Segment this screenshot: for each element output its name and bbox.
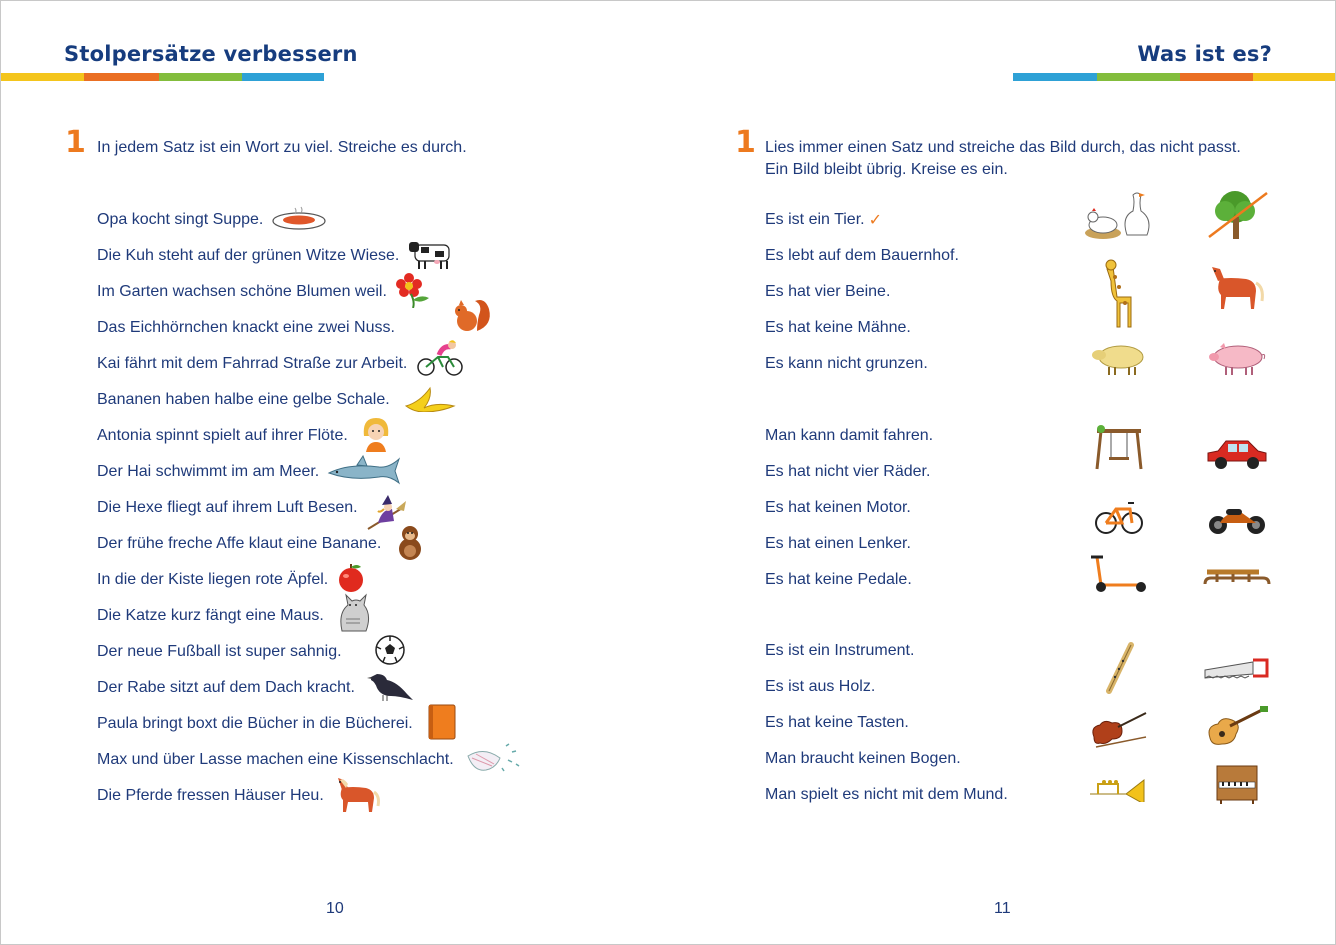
clue-line — [765, 244, 959, 268]
exercise-number: 1 — [65, 125, 86, 160]
sentence-text: Der Rabe sitzt auf dem Dach kracht. — [97, 679, 355, 696]
banana-peel-icon — [402, 384, 460, 417]
sentence-text: Bananen haben halbe eine gelbe Schale. — [97, 391, 390, 408]
clue-text: Es lebt auf dem Bauernhof. — [765, 247, 959, 264]
clue-text: Es hat keine Tasten. — [765, 714, 909, 731]
girl-icon — [360, 416, 392, 457]
cow-icon — [407, 237, 461, 276]
soccer-ball-icon — [374, 634, 406, 671]
clue-text: Es ist ein Tier. — [765, 211, 865, 228]
clue-line — [765, 675, 875, 699]
stripe-green — [1097, 73, 1180, 81]
checkmark-icon: ✓ — [868, 212, 882, 229]
stripe-yellow — [1, 73, 84, 81]
instruction-line: Lies immer einen Satz und streiche das Bild durch, das nicht passt. — [765, 139, 1241, 156]
sentence-text: Max und über Lasse machen eine Kissenschlacht. — [97, 751, 454, 768]
clue-text: Es kann nicht grunzen. — [765, 355, 928, 372]
sentence-line — [97, 747, 524, 773]
clue-text: Man spielt es nicht mit dem Mund. — [765, 786, 1008, 803]
clue-text: Es ist aus Holz. — [765, 678, 876, 695]
clue-text: Es hat keine Pedale. — [765, 571, 912, 588]
page-title: Was ist es? — [1137, 42, 1272, 66]
sled-icon[interactable] — [1201, 551, 1273, 607]
sentence-line — [97, 387, 460, 413]
clue-line — [765, 460, 930, 484]
squirrel-icon — [447, 295, 493, 340]
sentence-line — [97, 567, 366, 593]
sentence-line — [97, 675, 415, 701]
saw-icon[interactable] — [1201, 639, 1273, 695]
clue-line — [765, 747, 961, 771]
clue-line — [765, 568, 912, 592]
sentence-line — [97, 423, 392, 449]
page-number: 11 — [994, 900, 1011, 917]
sentence-text: Die Hexe fliegt auf ihrem Luft Besen. — [97, 499, 358, 516]
stripe-blue — [242, 73, 324, 81]
violin-icon[interactable] — [1083, 701, 1155, 757]
clue-text: Man kann damit fahren. — [765, 427, 934, 444]
motorcycle-icon[interactable] — [1201, 491, 1273, 547]
clue-text: Es hat vier Beine. — [765, 283, 891, 300]
sentence-line — [97, 351, 467, 377]
recorder-icon[interactable] — [1083, 641, 1155, 697]
sentence-text: Paula bringt boxt die Bücher in die Bücherei. — [97, 715, 413, 732]
clue-line — [765, 316, 911, 340]
sentence-text: Die Kuh steht auf der grünen Witze Wiese. — [97, 247, 400, 264]
clue-text: Es ist ein Instrument. — [765, 642, 915, 659]
car-icon[interactable] — [1201, 427, 1273, 483]
stripe-blue — [1013, 73, 1097, 81]
sentence-text: Das Eichhörnchen knackt eine zwei Nuss. — [97, 319, 395, 336]
stripe-yellow — [1253, 73, 1335, 81]
page-number: 10 — [326, 900, 344, 917]
color-stripe — [1013, 73, 1335, 81]
clue-line — [765, 496, 911, 520]
clue-line — [765, 532, 911, 556]
sentence-line — [97, 495, 408, 521]
page-title: Stolpersätze verbessern — [64, 42, 358, 66]
bicycle-icon[interactable] — [1083, 487, 1155, 543]
clue-line — [765, 352, 928, 376]
clue-text: Es hat nicht vier Räder. — [765, 463, 931, 480]
sentence-text: Die Pferde fressen Häuser Heu. — [97, 787, 324, 804]
instruction-line: Ein Bild bleibt übrig. Kreise es ein. — [765, 161, 1008, 178]
sheep-icon[interactable] — [1083, 331, 1155, 387]
giraffe-icon[interactable] — [1083, 261, 1155, 317]
cyclist-icon — [415, 337, 467, 382]
sentence-line — [97, 603, 370, 629]
clue-line — [765, 639, 914, 663]
shark-icon — [327, 455, 403, 490]
clue-line — [765, 424, 933, 448]
horse-icon[interactable] — [1201, 259, 1273, 315]
swing-icon[interactable] — [1083, 419, 1155, 475]
clue-line — [765, 208, 882, 232]
sentence-text: Im Garten wachsen schöne Blumen weil. — [97, 283, 387, 300]
piano-icon[interactable] — [1201, 755, 1273, 811]
pig-icon[interactable] — [1201, 331, 1273, 387]
guitar-icon[interactable] — [1201, 699, 1273, 755]
sentence-line — [97, 459, 403, 485]
sentence-text: Der frühe freche Affe klaut eine Banane. — [97, 535, 382, 552]
clue-line — [765, 711, 909, 735]
exercise-instruction — [765, 137, 1241, 181]
clue-text: Es hat keinen Motor. — [765, 499, 911, 516]
scooter-icon[interactable] — [1083, 545, 1155, 601]
left-page — [1, 1, 669, 944]
cat-icon — [336, 589, 370, 638]
clue-text: Es hat einen Lenker. — [765, 535, 911, 552]
clue-line — [765, 280, 890, 304]
right-page — [669, 1, 1335, 944]
horse-icon — [332, 774, 382, 819]
sentence-line — [97, 639, 406, 665]
exercise-number: 1 — [735, 125, 756, 160]
sentence-text: Opa kocht singt Suppe. — [97, 211, 264, 228]
book-icon — [425, 703, 459, 746]
flower-icon — [395, 272, 435, 313]
trumpet-icon[interactable] — [1083, 757, 1155, 813]
sentence-text: Kai fährt mit dem Fahrrad Straße zur Arbeit. — [97, 355, 408, 372]
sentence-line — [97, 783, 382, 809]
color-stripe — [1, 73, 324, 81]
sentence-line — [97, 531, 427, 557]
stripe-orange — [1180, 73, 1253, 81]
sentence-line — [97, 279, 435, 305]
stripe-orange — [84, 73, 159, 81]
sentence-text: Antonia spinnt spielt auf ihrer Flöte. — [97, 427, 348, 444]
sentence-line — [97, 207, 327, 233]
tree-icon[interactable] — [1201, 187, 1273, 243]
clue-line — [765, 783, 1008, 807]
soup-bowl-icon — [271, 205, 327, 236]
raven-icon — [367, 669, 415, 708]
clue-text: Man braucht keinen Bogen. — [765, 750, 961, 767]
sentence-text: Der Hai schwimmt im am Meer. — [97, 463, 320, 480]
exercise-instruction: In jedem Satz ist ein Wort zu viel. Streiche es durch. — [97, 139, 467, 156]
hen-and-goose-icon[interactable] — [1083, 187, 1155, 243]
sentence-line — [97, 243, 461, 269]
monkey-icon — [393, 523, 427, 566]
sentence-text: Die Katze kurz fängt eine Maus. — [97, 607, 324, 624]
stripe-green — [159, 73, 242, 81]
sentence-text: In die der Kiste liegen rote Äpfel. — [97, 571, 329, 588]
pillow-icon — [462, 742, 524, 779]
sentence-line — [97, 711, 459, 737]
clue-text: Es hat keine Mähne. — [765, 319, 911, 336]
sentence-text: Der neue Fußball ist super sahnig. — [97, 643, 342, 660]
